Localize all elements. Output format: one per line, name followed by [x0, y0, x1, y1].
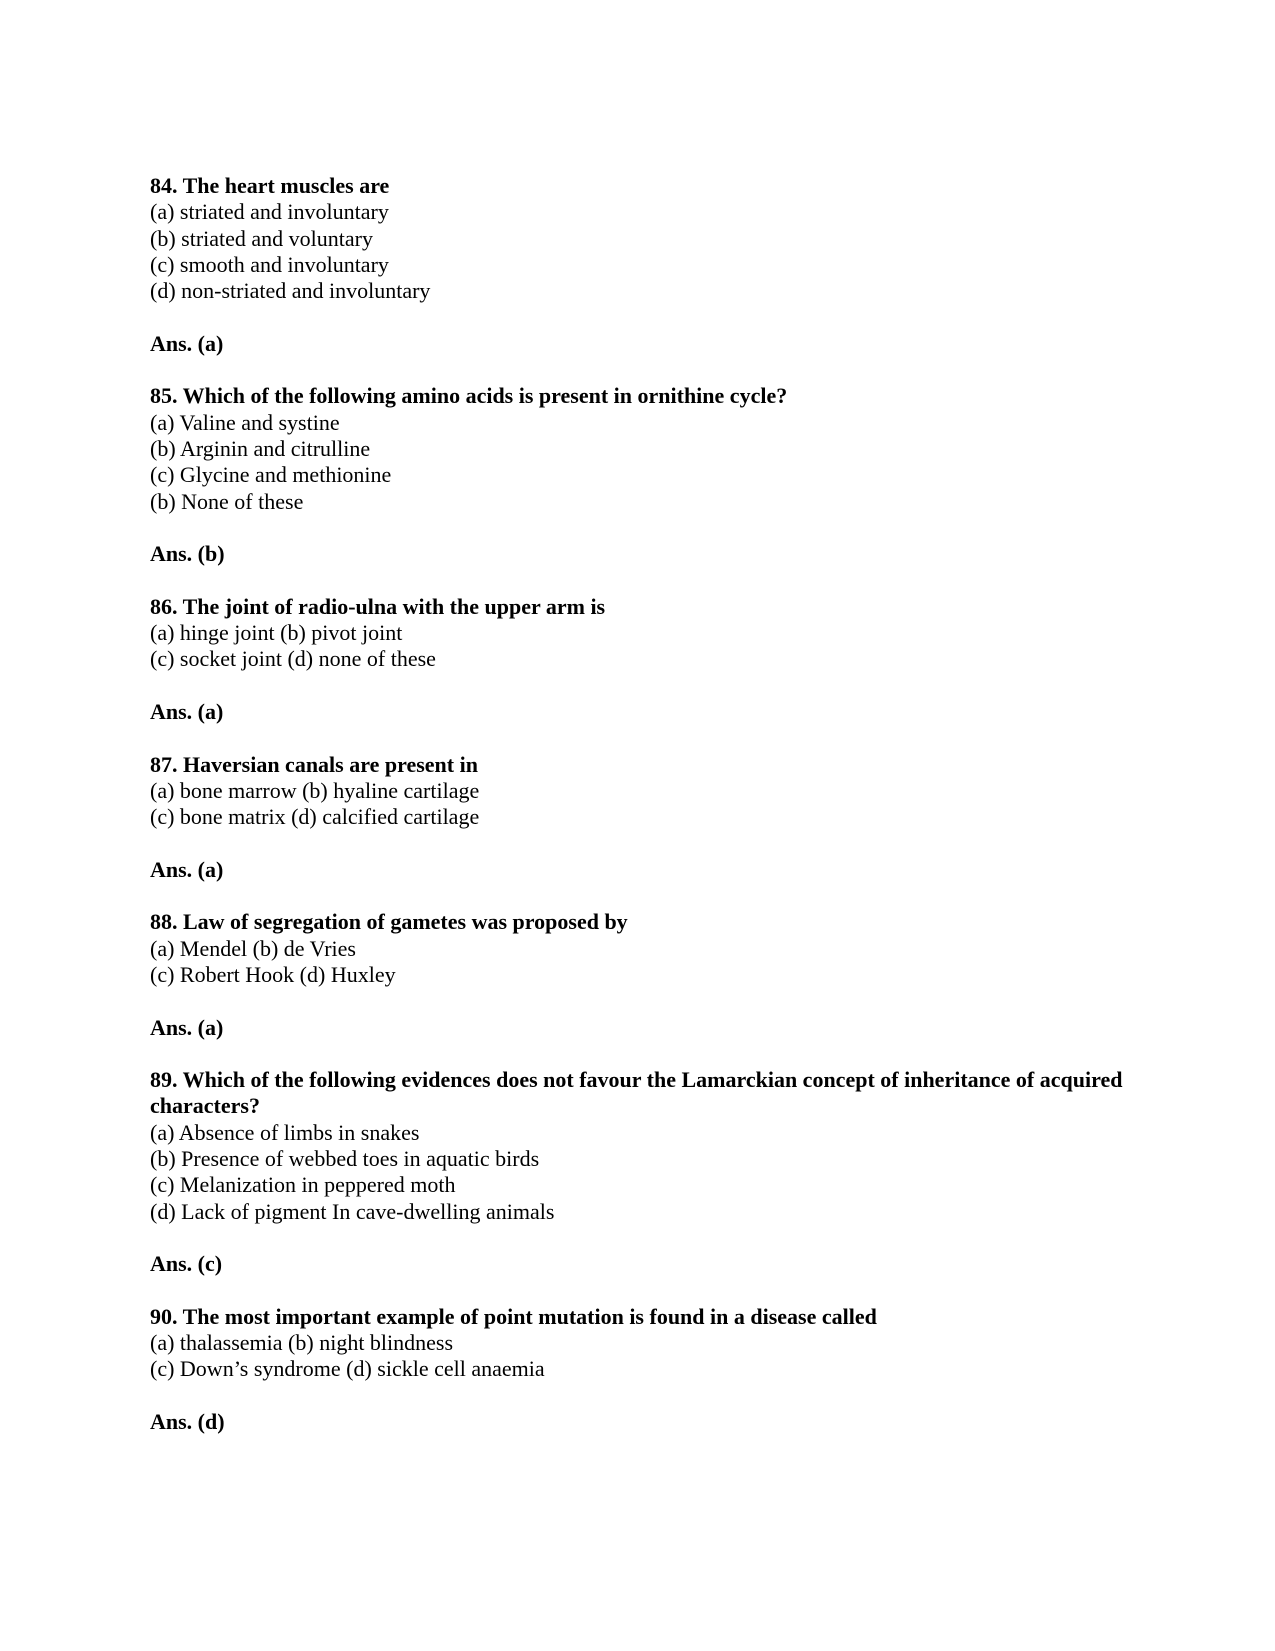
option-line: (a) Absence of limbs in snakes [150, 1119, 420, 1145]
option-line: (c) smooth and involuntary [150, 251, 389, 277]
answer-text: Ans. (a) [150, 1014, 224, 1040]
answer-text: Ans. (c) [150, 1251, 223, 1277]
answer-text: Ans. (b) [150, 541, 225, 567]
question-86 [150, 594, 1150, 725]
option-line: (b) striated and voluntary [150, 225, 373, 251]
option-line: (c) Melanization in peppered moth [150, 1172, 456, 1198]
document-page [150, 173, 1150, 1462]
option-line: (a) striated and involuntary [150, 199, 389, 225]
option-line: (b) Arginin and citrulline [150, 435, 371, 461]
option-line: (a) thalassemia (b) night blindness [150, 1330, 454, 1356]
question-89 [150, 1067, 1150, 1277]
option-line: (b) Presence of webbed toes in aquatic birds [150, 1145, 540, 1171]
question-text: 85. Which of the following amino acids is present in ornithine cycle? [150, 383, 788, 409]
question-text: 84. The heart muscles are [150, 173, 390, 198]
answer-text: Ans. (d) [150, 1408, 225, 1434]
question-text: 88. Law of segregation of gametes was proposed by [150, 909, 628, 935]
option-line: (a) hinge joint (b) pivot joint [150, 620, 403, 646]
question-87 [150, 752, 1150, 883]
option-line: (c) Robert Hook (d) Huxley [150, 961, 396, 987]
question-90 [150, 1304, 1150, 1435]
option-line: (d) Lack of pigment In cave-dwelling animals [150, 1198, 555, 1224]
question-84 [150, 173, 1150, 357]
option-line: (c) Down’s syndrome (d) sickle cell anaemia [150, 1356, 545, 1382]
question-text: 87. Haversian canals are present in [150, 751, 478, 777]
answer-text: Ans. (a) [150, 856, 224, 882]
option-line: (a) Mendel (b) de Vries [150, 935, 356, 961]
option-line: (a) bone marrow (b) hyaline cartilage [150, 777, 480, 803]
question-text: 89. Which of the following evidences does not favour the Lamarckian concept of inheritance of acquired characters? [150, 1067, 1123, 1119]
option-line: (b) None of these [150, 488, 304, 514]
question-text: 90. The most important example of point mutation is found in a disease called [150, 1303, 877, 1329]
option-line: (d) non-striated and involuntary [150, 278, 431, 304]
answer-text: Ans. (a) [150, 330, 224, 356]
question-text: 86. The joint of radio-ulna with the upper arm is [150, 593, 606, 619]
option-line: (c) socket joint (d) none of these [150, 646, 436, 672]
answer-text: Ans. (a) [150, 698, 224, 724]
option-line: (a) Valine and systine [150, 409, 340, 435]
option-line: (c) bone matrix (d) calcified cartilage [150, 804, 480, 830]
question-85 [150, 383, 1150, 567]
question-88 [150, 909, 1150, 1040]
option-line: (c) Glycine and methionine [150, 462, 392, 488]
